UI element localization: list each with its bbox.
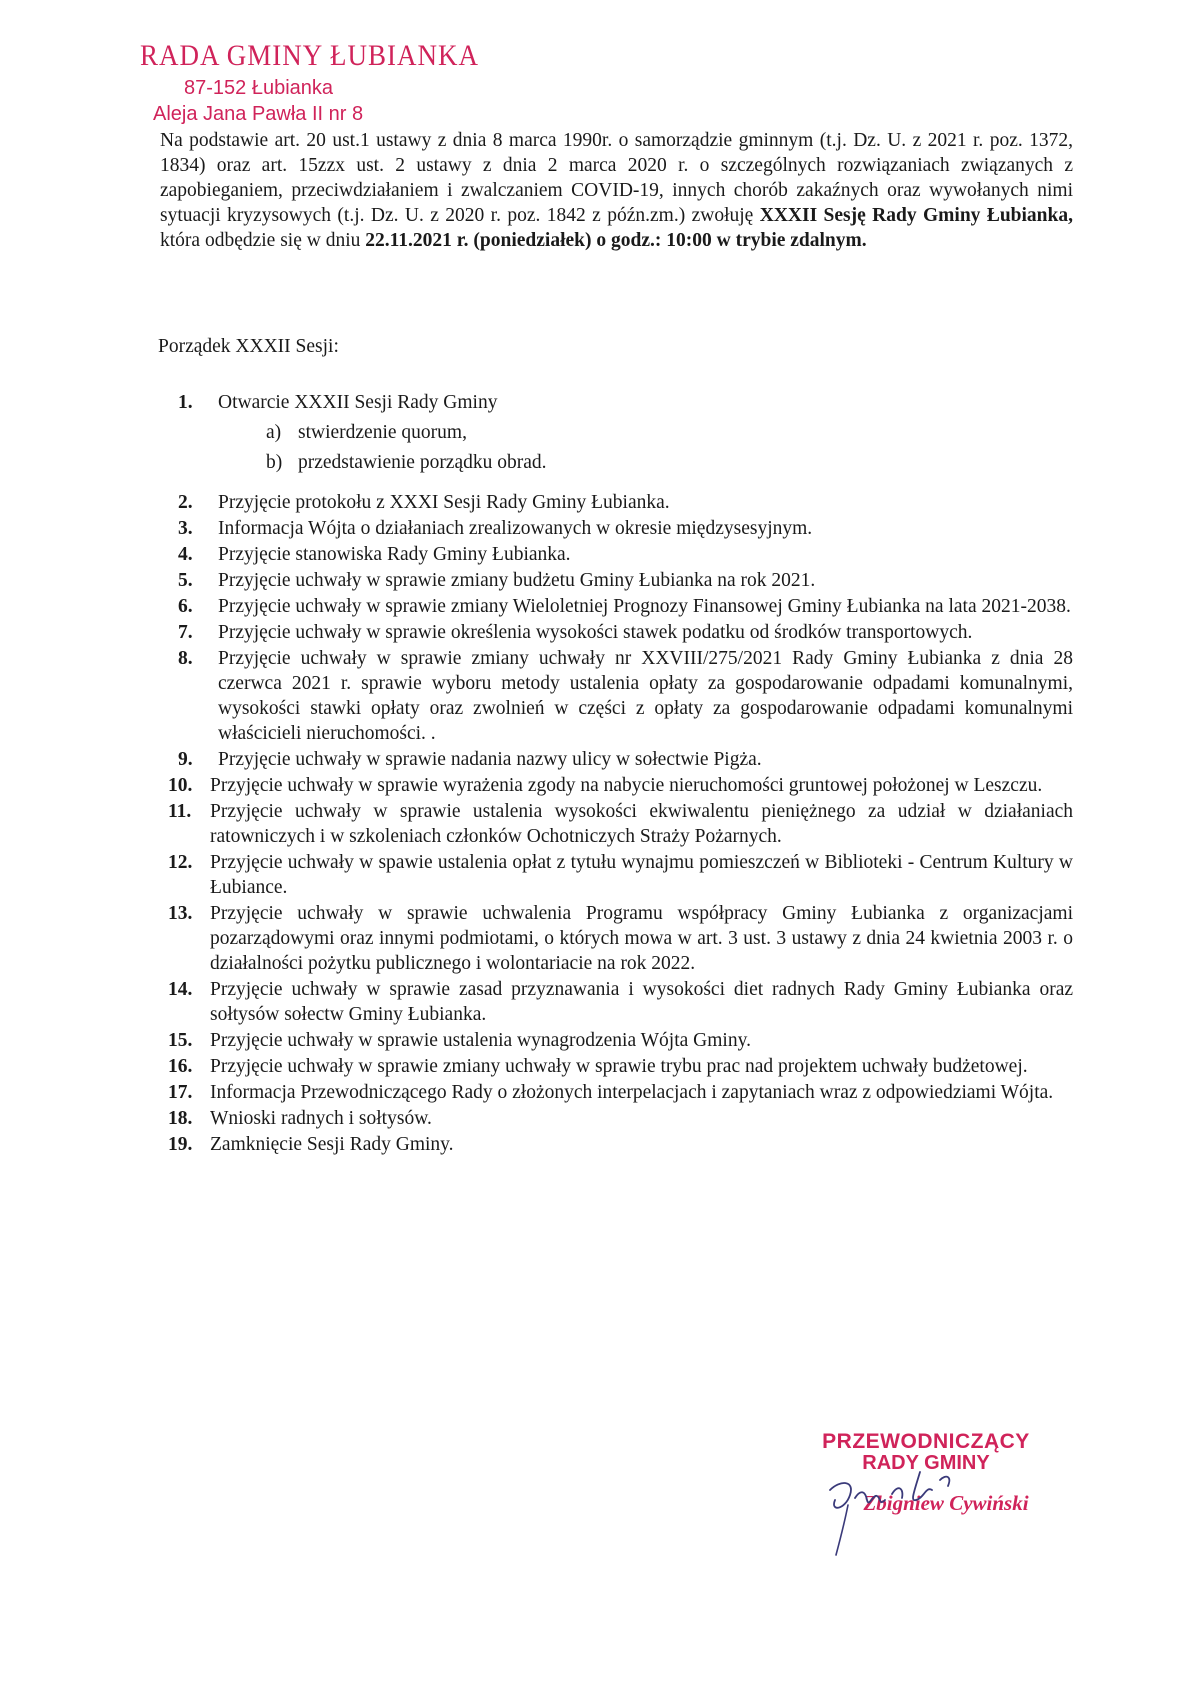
stamp-council-label: RADY GMINY (862, 1452, 990, 1474)
agenda-item-number: 17. (168, 1082, 193, 1103)
agenda-item-text: Przyjęcie stanowiska Rady Gminy Łubianka. (218, 544, 571, 565)
stamp-chairman-name: Zbigniew Cywiński (863, 1491, 1029, 1515)
agenda-item-text: Otwarcie XXXII Sesji Rady Gminy (218, 392, 498, 413)
agenda-subitem-letter: a) (266, 422, 282, 443)
agenda-item-number: 6. (178, 596, 193, 617)
intro-date-time: 22.11.2021 r. (poniedziałek) o godz.: 10:00 w trybie zdalnym. (365, 230, 867, 251)
agenda-item-text: Przyjęcie uchwały w sprawie zasad przyznawania i wysokości diet radnych Rady Gminy Łubianka oraz sołtysów sołectw Gminy Łubianka. (210, 979, 1073, 1025)
agenda-subitem (218, 448, 1073, 478)
agenda-item-number: 10. (168, 775, 193, 796)
agenda-item-text: Przyjęcie protokołu z XXXI Sesji Rady Gminy Łubianka. (218, 492, 670, 513)
agenda-item (160, 490, 1073, 515)
agenda-item (160, 1132, 1073, 1157)
agenda-item (160, 542, 1073, 567)
agenda-subitems (218, 418, 1073, 478)
agenda-item (160, 1080, 1073, 1105)
stamp-chairman-title: PRZEWODNICZĄCY (822, 1430, 1030, 1453)
agenda-subitem-text: przedstawienie porządku obrad. (298, 452, 547, 473)
intro-text-2: która odbędzie się w dniu (160, 230, 366, 251)
agenda-item-text: Informacja Przewodniczącego Rady o złożonych interpelacjach i zapytaniach wraz z odpowiedziami Wójta. (210, 1082, 1054, 1103)
agenda-item-text: Przyjęcie uchwały w spawie ustalenia opłat z tytułu wynajmu pomieszczeń w Biblioteki - Centrum Kultury w Łubiance. (210, 852, 1073, 898)
agenda-item (160, 977, 1073, 1027)
agenda-item-text: Przyjęcie uchwały w sprawie zmiany uchwały nr XXVIII/275/2021 Rady Gminy Łubianka z dnia 28 czerwca 2021 r. sprawie wyboru metody ustalenia opłaty za gospodarowanie odpadami komunalnymi, wysokości stawki opłaty oraz zwolnień w części z opłaty za gospodarowanie odpadami komunalnymi właścicieli nieruchomości. . (218, 648, 1073, 744)
stamp-council-name: RADA GMINY ŁUBIANKA (140, 38, 479, 72)
agenda-item-number: 12. (168, 852, 193, 873)
agenda-item-number: 16. (168, 1056, 193, 1077)
agenda-item-text: Przyjęcie uchwały w sprawie uchwalenia Programu współpracy Gminy Łubianka z organizacjami pozarządowymi oraz innymi podmiotami, o których mowa w art. 3 ust. 3 ustawy z dnia 24 kwietnia 2003 r. o działalności pożytku publicznego i wolontariacie na rok 2022. (210, 903, 1073, 974)
agenda-item-text: Informacja Wójta o działaniach zrealizowanych w okresie międzysesyjnym. (218, 518, 813, 539)
agenda-item-text: Wnioski radnych i sołtysów. (210, 1108, 432, 1129)
handwritten-signature (800, 1450, 1000, 1560)
agenda-item-text: Przyjęcie uchwały w sprawie ustalenia wynagrodzenia Wójta Gminy. (210, 1030, 751, 1051)
agenda-item (160, 620, 1073, 645)
agenda-item-number: 7. (178, 622, 193, 643)
agenda-item-number: 1. (178, 392, 193, 413)
council-header-stamp (140, 40, 479, 126)
agenda-item-number: 13. (168, 903, 193, 924)
agenda-item (160, 773, 1073, 798)
agenda-item-text: Przyjęcie uchwały w sprawie zmiany Wieloletniej Prognozy Finansowej Gminy Łubianka na lata 2021-2038. (218, 596, 1071, 617)
agenda-item-number: 8. (178, 648, 193, 669)
agenda-item (160, 516, 1073, 541)
agenda-item (160, 1054, 1073, 1079)
agenda-item-text: Przyjęcie uchwały w sprawie nadania nazwy ulicy w sołectwie Pigża. (218, 749, 762, 770)
agenda-item-text: Przyjęcie uchwały w sprawie zmiany uchwały w sprawie trybu prac nad projektem uchwały budżetowej. (210, 1056, 1028, 1077)
agenda-list (160, 390, 1073, 1158)
agenda-item-number: 5. (178, 570, 193, 591)
agenda-subitem-letter: b) (266, 452, 283, 473)
agenda-item (160, 799, 1073, 849)
agenda-item-number: 2. (178, 492, 193, 513)
agenda-item-number: 3. (178, 518, 193, 539)
agenda-item (160, 594, 1073, 619)
intro-text-1: Na podstawie art. 20 ust.1 ustawy z dnia 8 marca 1990r. o samorządzie gminnym (t.j. Dz. U. z 2021 r. poz. 1372, 1834) oraz art. 15zzx ust. 2 ustawy z dnia 2 marca 2020 r. o szczególnych rozwiązaniach związanych z zapobieganiem, przeciwdziałaniem i zwalczaniem COVID-19, innych chorób zakaźnych oraz wywołanych nimi sytuacji kryzysowych (t.j. Dz. U. z 2020 r. poz. 1842 z późn.zm.) zwołuję (160, 130, 1073, 226)
convocation-paragraph (160, 128, 1073, 253)
agenda-item (160, 390, 1073, 478)
agenda-item (160, 568, 1073, 593)
agenda-item (160, 747, 1073, 772)
agenda-item (160, 646, 1073, 746)
agenda-item (160, 1106, 1073, 1131)
agenda-item-text: Przyjęcie uchwały w sprawie wyrażenia zgody na nabycie nieruchomości gruntowej położonej w Leszczu. (210, 775, 1043, 796)
agenda-item-number: 4. (178, 544, 193, 565)
agenda-item-number: 15. (168, 1030, 193, 1051)
agenda-item-number: 11. (168, 801, 192, 822)
agenda-heading: Porządek XXXII Sesji: (158, 336, 339, 357)
agenda-item (160, 1028, 1073, 1053)
agenda-subitem (218, 418, 1073, 448)
agenda-item-text: Zamknięcie Sesji Rady Gminy. (210, 1134, 454, 1155)
agenda-item-text: Przyjęcie uchwały w sprawie ustalenia wysokości ekwiwalentu pieniężnego za udział w działaniach ratowniczych i w szkoleniach członków Ochotniczych Straży Pożarnych. (210, 801, 1073, 847)
agenda-item (160, 901, 1073, 976)
stamp-street-address: Aleja Jana Pawła II nr 8 (153, 103, 364, 125)
agenda-item-text: Przyjęcie uchwały w sprawie zmiany budżetu Gminy Łubianka na rok 2021. (218, 570, 816, 591)
agenda-item-number: 9. (178, 749, 193, 770)
agenda-item-text: Przyjęcie uchwały w sprawie określenia wysokości stawek podatku od środków transportowych. (218, 622, 973, 643)
agenda-item (160, 850, 1073, 900)
stamp-postal-address: 87-152 Łubianka (184, 77, 334, 99)
agenda-item-number: 14. (168, 979, 193, 1000)
agenda-item-number: 18. (168, 1108, 193, 1129)
agenda-item-number: 19. (168, 1134, 193, 1155)
agenda-subitem-text: stwierdzenie quorum, (298, 422, 467, 443)
intro-session-name: XXXII Sesję Rady Gminy Łubianka, (759, 205, 1073, 226)
